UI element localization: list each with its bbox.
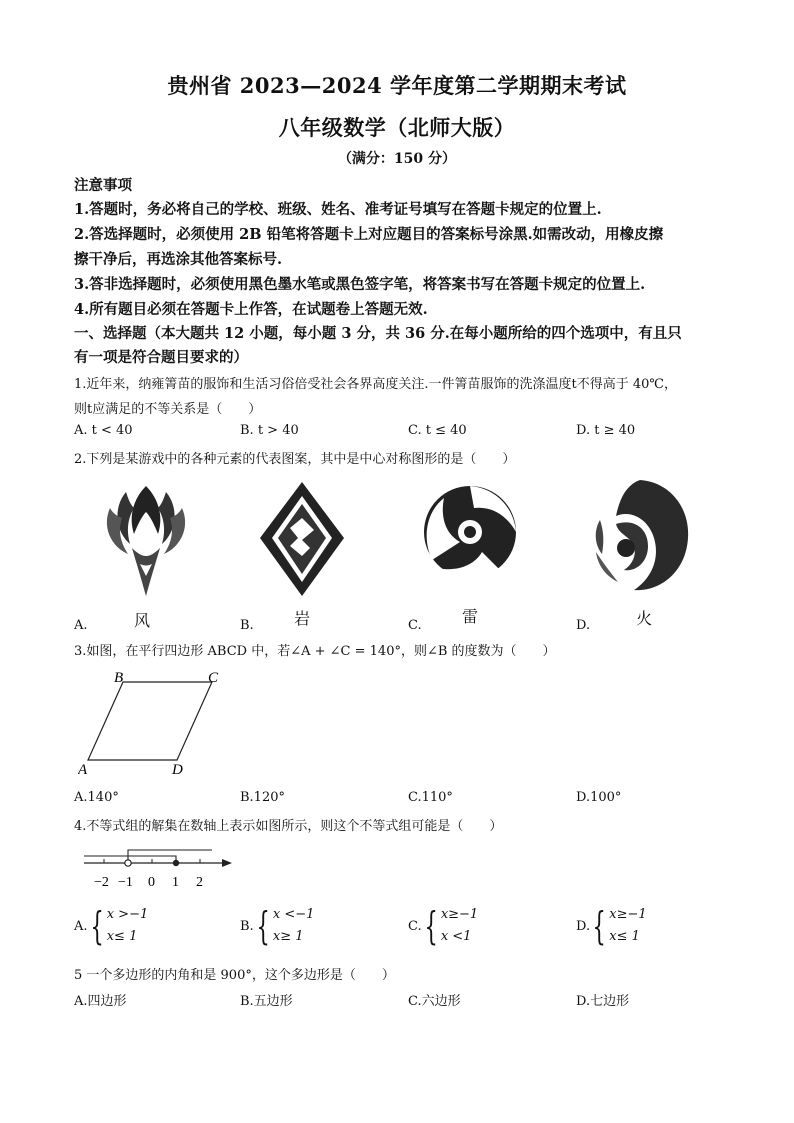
q2-option-b-letter: B.	[240, 618, 254, 633]
q3-option-a: A.140°	[74, 790, 119, 805]
q4-d-ineq-2: x≤ 1	[609, 929, 640, 944]
vertex-a-label: A	[78, 762, 88, 778]
brace-icon: {	[256, 904, 270, 948]
note-2b: 擦干净后，再选涂其他答案标号.	[74, 251, 283, 268]
q1-stem-line-1: 1.近年来，纳雍箐苗的服饰和生活习俗倍受社会各界高度关注.一件箐苗服饰的洗涤温度t不得高于 40℃，	[74, 377, 677, 392]
q4-c-ineq-2: x <1	[440, 929, 472, 944]
q1-stem-line-2: 则t应满足的不等关系是（ ）	[74, 402, 262, 417]
vertex-d-label: D	[172, 762, 183, 778]
note-3: 3.答非选择题时，必须使用黑色墨水笔或黑色签字笔，将答案书写在答题卡规定的位置上.	[74, 276, 646, 293]
tick-label-2: 2	[196, 875, 203, 890]
q4-option-a	[74, 904, 148, 948]
brace-icon: {	[89, 904, 104, 948]
q4-option-d	[576, 904, 647, 948]
q4-d-ineq-1: x≥−1	[609, 907, 647, 922]
q4-b-ineq-2: x≥ 1	[272, 929, 304, 944]
q4-option-b-letter: B.	[240, 918, 254, 934]
q1-option-c: C. t ≤ 40	[408, 423, 467, 438]
q4-option-b	[240, 904, 314, 948]
q2-caption-pyro: 火	[636, 609, 653, 628]
q1-option-b: B. t > 40	[240, 423, 299, 438]
note-4: 4.所有题目必须在答题卡上作答，在试题卷上答题无效.	[74, 301, 428, 318]
parallelogram-figure	[78, 670, 228, 782]
tick-label-0: 0	[148, 875, 155, 890]
q3-option-d: D.100°	[576, 790, 622, 805]
q5-option-b: B.五边形	[240, 994, 293, 1009]
vertex-c-label: C	[208, 670, 219, 686]
section-1-line-2: 有一项是符合题目要求的）	[74, 349, 248, 366]
q2-caption-electro: 雷	[462, 607, 479, 626]
q4-option-a-letter: A.	[74, 918, 88, 934]
tick-label-1: 1	[172, 875, 179, 890]
brace-icon: {	[592, 904, 606, 948]
q1-option-d: D. t ≥ 40	[576, 423, 636, 438]
electro-emblem-image	[418, 474, 522, 592]
brace-icon: {	[424, 904, 438, 948]
tick-label-neg2: −2	[94, 875, 109, 890]
q3-stem: 3.如图，在平行四边形 ABCD 中，若∠A + ∠C = 140°，则∠B 的度数为（ ）	[74, 644, 556, 659]
vertex-b-label: B	[114, 670, 124, 686]
q4-stem: 4.不等式组的解集在数轴上表示如图所示，则这个不等式组可能是（ ）	[74, 819, 503, 834]
q4-a-ineq-2: x≤ 1	[106, 929, 138, 944]
q4-c-ineq-1: x≥−1	[440, 907, 479, 922]
q4-option-c-letter: C.	[408, 918, 422, 934]
q2-stem: 2.下列是某游戏中的各种元素的代表图案，其中是中心对称图形的是（ ）	[74, 452, 516, 467]
full-score: （满分：150 分）	[337, 151, 457, 167]
q4-b-ineq-1: x <−1	[272, 907, 315, 922]
q5-option-a: A.四边形	[74, 994, 127, 1009]
q2-option-c-letter: C.	[408, 618, 422, 633]
section-1-line-1: 一、选择题（本大题共 12 小题，每小题 3 分，共 36 分.在每小题所给的四个选项中，有且只	[74, 325, 682, 342]
q5-stem: 5 一个多边形的内角和是 900°，这个多边形是（ ）	[74, 968, 395, 983]
exam-title: 贵州省 2023—2024 学年度第二学期期末考试	[167, 73, 627, 98]
q4-a-ineq-1: x >−1	[106, 907, 149, 922]
exam-subtitle: 八年级数学（北师大版）	[278, 115, 516, 140]
tick-label-neg1: −1	[118, 875, 133, 890]
rock-emblem-image	[256, 478, 348, 600]
note-2a: 2.答选择题时，必须使用 2B 铅笔将答题卡上对应题目的答案标号涂黑.如需改动，用橡皮擦	[74, 226, 664, 243]
q3-option-b: B.120°	[240, 790, 285, 805]
q5-option-d: D.七边形	[576, 994, 630, 1009]
q2-caption-wind: 风	[134, 611, 151, 630]
q4-option-c	[408, 904, 478, 948]
wind-emblem-image	[96, 478, 196, 600]
q5-option-c: C.六边形	[408, 994, 461, 1009]
note-1: 1.答题时，务必将自己的学校、班级、姓名、准考证号填写在答题卡规定的位置上.	[74, 201, 602, 218]
q3-option-c: C.110°	[408, 790, 453, 805]
q1-option-a: A. t < 40	[74, 423, 133, 438]
q4-option-d-letter: D.	[576, 918, 591, 934]
pyro-emblem-image	[590, 474, 694, 598]
notes-heading: 注意事项	[74, 177, 132, 194]
q2-option-d-letter: D.	[576, 618, 591, 633]
number-line-figure	[80, 842, 240, 892]
q2-option-a-letter: A.	[74, 618, 88, 633]
q2-caption-rock: 岩	[294, 609, 311, 628]
